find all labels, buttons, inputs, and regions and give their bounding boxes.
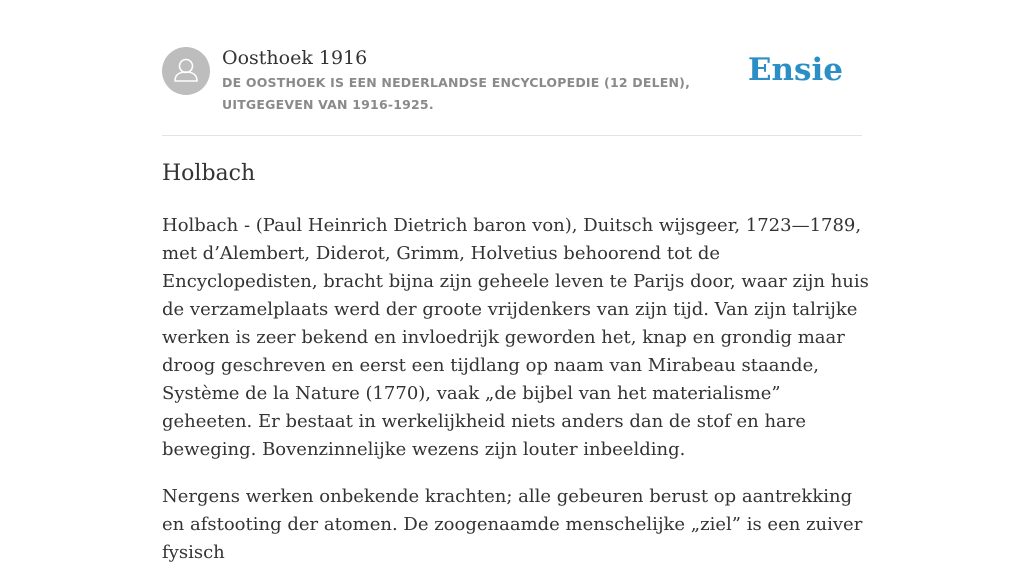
entry-paragraph: Holbach - (Paul Heinrich Dietrich baron von), Duitsch wijsgeer, 1723—1789, met d’Alembert, Diderot, Grimm, Holvetius behoorend tot de Encyclopedisten, bracht bijna zijn geheele leven te Parijs door, waar zijn huis de verzamelplaats werd der groote vrijdenkers van zijn tijd. Van zijn talrijke werken is zeer bekend en invloedrijk geworden het, knap en grondig maar droog geschreven en eerst een tijdlang op naam van Mirabeau staande, Système de la Nature (1770), vaak „de bijbel van het materialisme” geheeten. Er bestaat in werkelijkheid niets anders dan de stof en hare beweging. Bovenzinnelijke wezens zijn louter inbeelding. <box>162 215 869 460</box>
source-avatar[interactable] <box>162 47 210 95</box>
entry-body <box>162 212 874 586</box>
source-title[interactable]: Oosthoek 1916 <box>222 47 368 69</box>
header-divider <box>162 135 862 136</box>
entry-title: Holbach <box>162 161 256 186</box>
user-icon <box>162 47 210 95</box>
source-header <box>162 46 862 116</box>
source-description: DE OOSTHOEK IS EEN NEDERLANDSE ENCYCLOPEDIE (12 DELEN), UITGEGEVEN VAN 1916-1925. <box>222 75 691 112</box>
entry-paragraph: Nergens werken onbekende krachten; alle gebeuren berust op aantrekking en afstooting der atomen. De zoogenaamde menschelijke „ziel” is een zuiver fysisch <box>162 486 863 563</box>
ensie-logo-link[interactable]: Ensie <box>747 52 843 88</box>
